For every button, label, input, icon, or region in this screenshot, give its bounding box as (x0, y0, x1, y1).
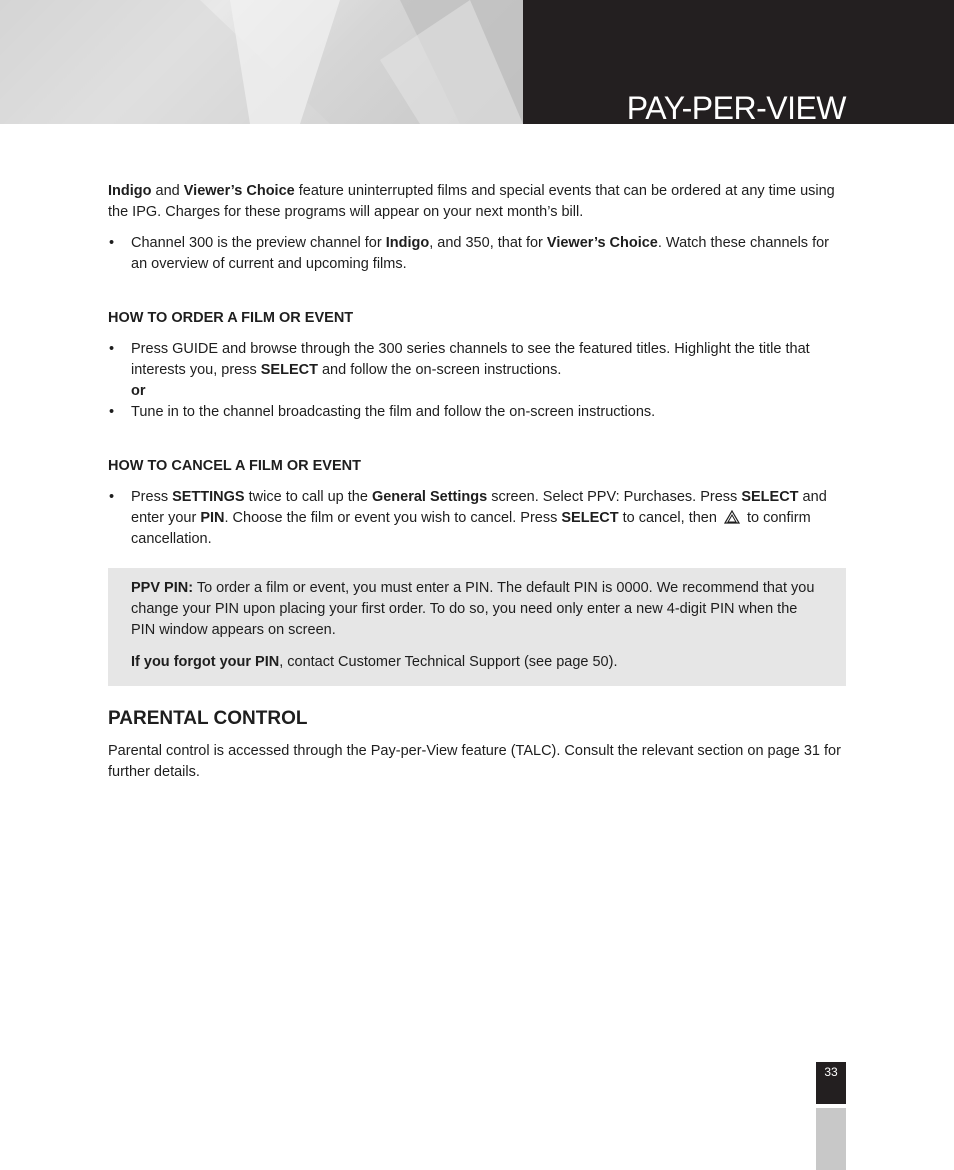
order-list (108, 339, 846, 423)
list-item: • Press GUIDE and browse through the 300 series channels to see the featured titles. Highlight the title that interests you, press SELECT and follow the on-screen instructions. or (108, 339, 846, 402)
page-title: PAY-PER-VIEW (626, 90, 846, 126)
order-heading: HOW TO ORDER A FILM OR EVENT (108, 310, 354, 326)
list-item: • Press SETTINGS twice to call up the General Settings screen. Select PPV: Purchases. Press SELECT and enter your PIN. Choose the film or event you wish to cancel. Press SELECT to cancel, then to confirm cancellation. (108, 487, 846, 550)
decorative-shapes (0, 0, 523, 124)
preview-list (108, 233, 846, 275)
header-bar (523, 0, 954, 124)
pin-note-box (108, 568, 846, 686)
parental-heading: PARENTAL CONTROL (108, 708, 308, 729)
intro-paragraph: Indigo and Viewer’s Choice feature uninterrupted films and special events that can be ordered at any time using the IPG. Charges for these programs will appear on your next month’s bill. (108, 183, 835, 220)
page-number: 33 (816, 1062, 846, 1104)
header-graphic (0, 0, 523, 124)
page-tab (816, 1108, 846, 1170)
cancel-list (108, 487, 846, 550)
pin-note-paragraph: PPV PIN: To order a film or event, you must enter a PIN. The default PIN is 0000. We recommend that you change your PIN upon placing your first order. To do so, you need only enter a new 4-digit PIN when the PIN window appears on screen. (131, 580, 815, 638)
triangle-button-icon (724, 510, 740, 524)
list-item: • Tune in to the channel broadcasting the film and follow the on-screen instructions. (108, 402, 846, 423)
list-item: • Channel 300 is the preview channel for Indigo, and 350, that for Viewer’s Choice. Watch these channels for an overview of current and upcoming films. (108, 233, 846, 275)
or-separator: or (131, 383, 146, 399)
forgot-pin-paragraph: If you forgot your PIN, contact Customer Technical Support (see page 50). (131, 654, 618, 670)
parental-paragraph: Parental control is accessed through the Pay-per-View feature (TALC). Consult the relevant section on page 31 for further details. (108, 743, 841, 780)
cancel-heading: HOW TO CANCEL A FILM OR EVENT (108, 458, 361, 474)
main-content (108, 181, 846, 783)
